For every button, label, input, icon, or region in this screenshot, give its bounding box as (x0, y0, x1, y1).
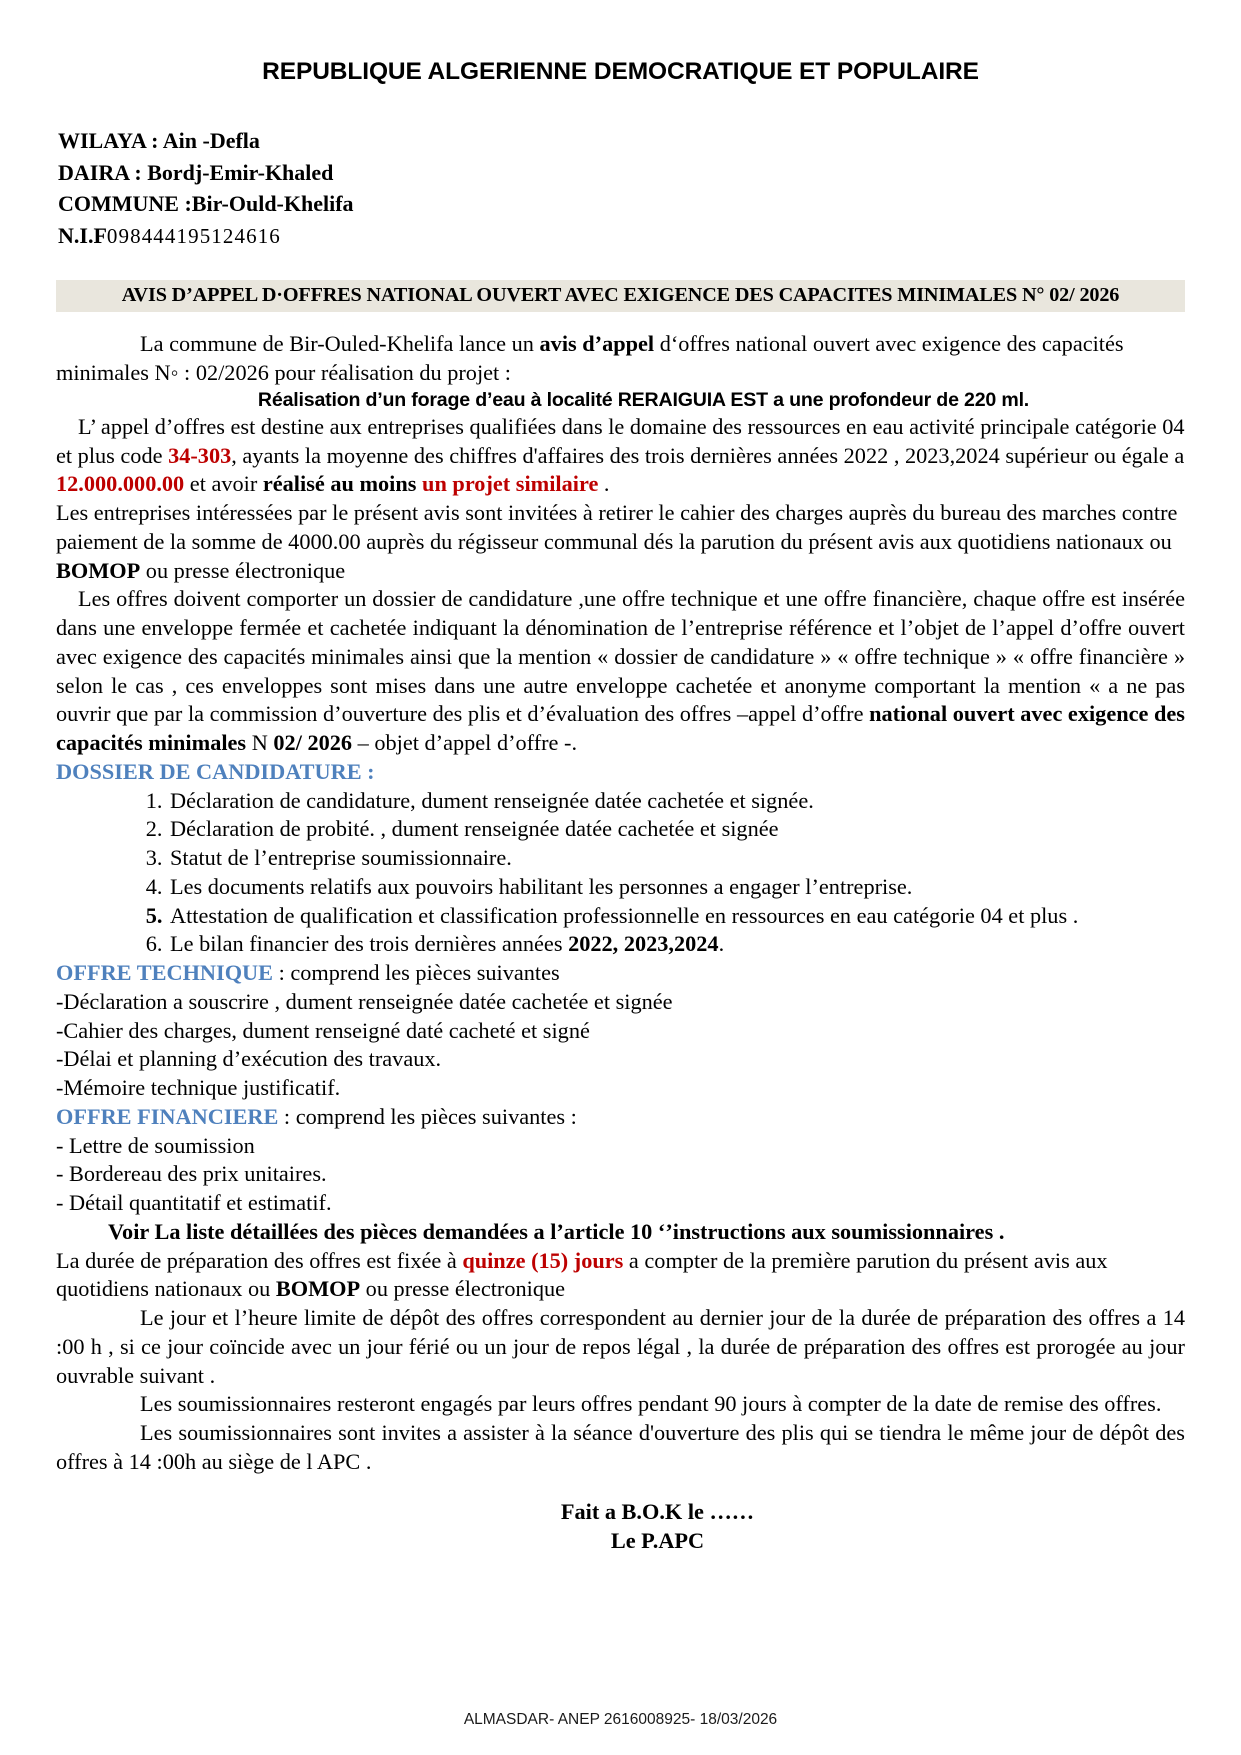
list-item: 1. Déclaration de candidature, dument renseignée datée cachetée et signée. (168, 787, 1185, 816)
list-item: 2. Déclaration de probité. , dument renseignée datée cachetée et signée (168, 815, 1185, 844)
section-heading-dossier: DOSSIER DE CANDIDATURE : (56, 758, 375, 784)
administrative-header (58, 125, 1185, 251)
qualification-emphasis-red: un projet similaire (416, 471, 599, 497)
withdrawal-part1: Les entreprises intéressées par le présent avis sont invitées à retirer le cahier des charges auprès du bureau des marches contre paiement de la somme de 4000.00 auprès du régisseur communal dés la parution du présent avis aux quotidiens nationaux ou (56, 500, 1178, 554)
financiere-line: - Détail quantitatif et estimatif. (56, 1190, 332, 1216)
technique-line: -Cahier des charges, dument renseigné daté cacheté et signé (56, 1017, 590, 1043)
document-body (56, 330, 1185, 1555)
intro-emphasis: avis d’appel (539, 331, 655, 357)
qualification-part4: . (598, 471, 610, 497)
financiere-line: - Lettre de soumission (56, 1132, 255, 1158)
wilaya-line: WILAYA : Ain -Defla (58, 128, 260, 154)
signature-place-date: Fait a B.O.K le …… (560, 1498, 755, 1524)
commune-line: COMMUNE :Bir-Ould-Khelifa (58, 191, 354, 217)
document-footer: ALMASDAR- ANEP 2616008925- 18/03/2026 (463, 1711, 778, 1728)
envelopes-bold1: national ouvert avec exigence des capacités minimales (56, 701, 1185, 756)
minimum-turnover-amount: 12.000.000.00 (56, 471, 185, 497)
signature-block (130, 1497, 1185, 1556)
list-item: 5. Attestation de qualification et classification professionnelle en ressources en eau catégorie 04 et plus . (168, 902, 1185, 931)
envelopes-part1: Les offres doivent comporter un dossier de candidature ,une offre technique et une offre financière, chaque offre est insérée dans une enveloppe fermée et cachetée indiquant la dénomination de l’entreprise référence et l’objet de l’appel d’offre ouvert avec exigence des capacités minimales ainsi que la mention « dossier de candidature » « offre technique » « offre financière » selon le cas , ces enveloppes sont mises dans une autre enveloppe cachetée et anonyme comportant la mention « a ne pas ouvrir que par la commission d’ouverture des plis et d’évaluation des offres –appel d’offre (56, 586, 1185, 727)
list-item (168, 930, 1185, 959)
activity-code: 34-303 (168, 442, 232, 468)
envelopes-part2: – objet d’appel d’offre -. (352, 730, 578, 756)
signature-authority: Le P.APC (610, 1528, 705, 1554)
engagement-paragraph: Les soumissionnaires resteront engagés par leurs offres pendant 90 jours à compter de la date de remise des offres. (140, 1391, 1162, 1417)
page-title: REPUBLIQUE ALGERIENNE DEMOCRATIQUE ET POPULAIRE (262, 58, 979, 85)
dossier-requirements-list (56, 787, 1185, 960)
duration-paragraph (56, 1247, 1185, 1305)
opening-session-paragraph: Les soumissionnaires sont invites a assister à la séance d'ouverture des plis qui se tiendra le même jour de dépôt des offres à 14 :00h au siège de l APC . (56, 1420, 1185, 1474)
project-title-line: Réalisation d’un forage d’eau à localité RERAIGUIA EST a une profondeur de 220 ml. (257, 388, 1030, 411)
section-heading-financiere-rest: : comprend les pièces suivantes : (278, 1103, 577, 1129)
section-heading-technique-line (56, 959, 1185, 988)
bomop-mention: BOMOP (275, 1276, 361, 1302)
duration-part1: La durée de préparation des offres est fixée à (56, 1247, 463, 1273)
intro-paragraph (56, 330, 1185, 388)
duration-part2: a compter de la première parution du présent avis aux quotidiens nationaux ou (56, 1247, 1108, 1302)
deadline-paragraph: Le jour et l’heure limite de dépôt des offres correspondent au dernier jour de la durée de préparation des offres a 14 :00 h , si ce jour coïncide avec un jour férié ou un jour de repos légal , la durée de préparation des offres est prorogée au jour ouvrable suivant . (56, 1305, 1185, 1388)
qualification-paragraph (56, 413, 1185, 499)
qualification-part1: L’ appel d’offres est destine aux entreprises qualifiées dans le domaine des ressources en eau activité principale catégorie 04 et plus code (56, 413, 1185, 468)
technique-line: -Mémoire technique justificatif. (56, 1075, 341, 1101)
section-heading-financiere-line (56, 1103, 1185, 1132)
section-heading-financiere: OFFRE FINANCIERE (56, 1103, 279, 1129)
nif-value: 098444195124616 (106, 223, 281, 248)
preparation-duration: quinze (15) jours (462, 1247, 624, 1273)
list-item: 3. Statut de l’entreprise soumissionnaire. (168, 844, 1185, 873)
qualification-part2: , ayants la moyenne des chiffres d'affaires des trois dernières années 2022 , 2023,2024 supérieur ou égale a (231, 442, 1185, 468)
intro-part2: dʻoffres national ouvert avec exigence des capacités minimales N◦ : 02/2026 pour réalisation du projet : (56, 331, 1124, 385)
technique-line: -Délai et planning d’exécution des travaux. (56, 1046, 442, 1072)
envelopes-mid: N (246, 730, 274, 756)
item6-years: 2022, 2023,2024 (568, 931, 719, 957)
technique-line: -Déclaration a souscrire , dument renseignée datée cachetée et signée (56, 988, 673, 1014)
qualification-part3: et avoir (184, 471, 263, 497)
duration-part3: ou presse électronique (360, 1276, 566, 1302)
see-article-line: Voir La liste détaillées des pièces demandées a l’article 10 ‘’instructions aux soumissionnaires . (108, 1218, 1005, 1244)
nif-line (58, 220, 1185, 251)
notice-banner-text: AVIS D’APPEL D·OFFRES NATIONAL OUVERT AVEC EXIGENCE DES CAPACITES MINIMALES N° 02/ 2026 (121, 284, 1120, 307)
item6-prefix: Le bilan financier des trois dernières années (170, 931, 569, 957)
list-item: 4. Les documents relatifs aux pouvoirs habilitant les personnes a engager l’entreprise. (168, 873, 1185, 902)
item6-suffix: . (718, 931, 725, 957)
nif-label: N.I.F (58, 222, 107, 248)
tender-number: 02/ 2026 (273, 730, 353, 756)
withdrawal-paragraph (56, 499, 1185, 585)
intro-part1: La commune de Bir-Ouled-Khelifa lance un (140, 331, 540, 357)
financiere-line: - Bordereau des prix unitaires. (56, 1161, 327, 1187)
withdrawal-part2: ou presse électronique (140, 557, 346, 583)
daira-line: DAIRA : Bordj-Emir-Khaled (58, 159, 334, 185)
section-heading-technique: OFFRE TECHNIQUE (56, 960, 274, 986)
notice-banner (56, 280, 1185, 312)
section-heading-technique-rest: : comprend les pièces suivantes (273, 960, 560, 986)
qualification-emphasis-black: réalisé au moins (262, 471, 417, 497)
bomop-mention: BOMOP (56, 557, 141, 583)
envelopes-paragraph (56, 585, 1185, 758)
